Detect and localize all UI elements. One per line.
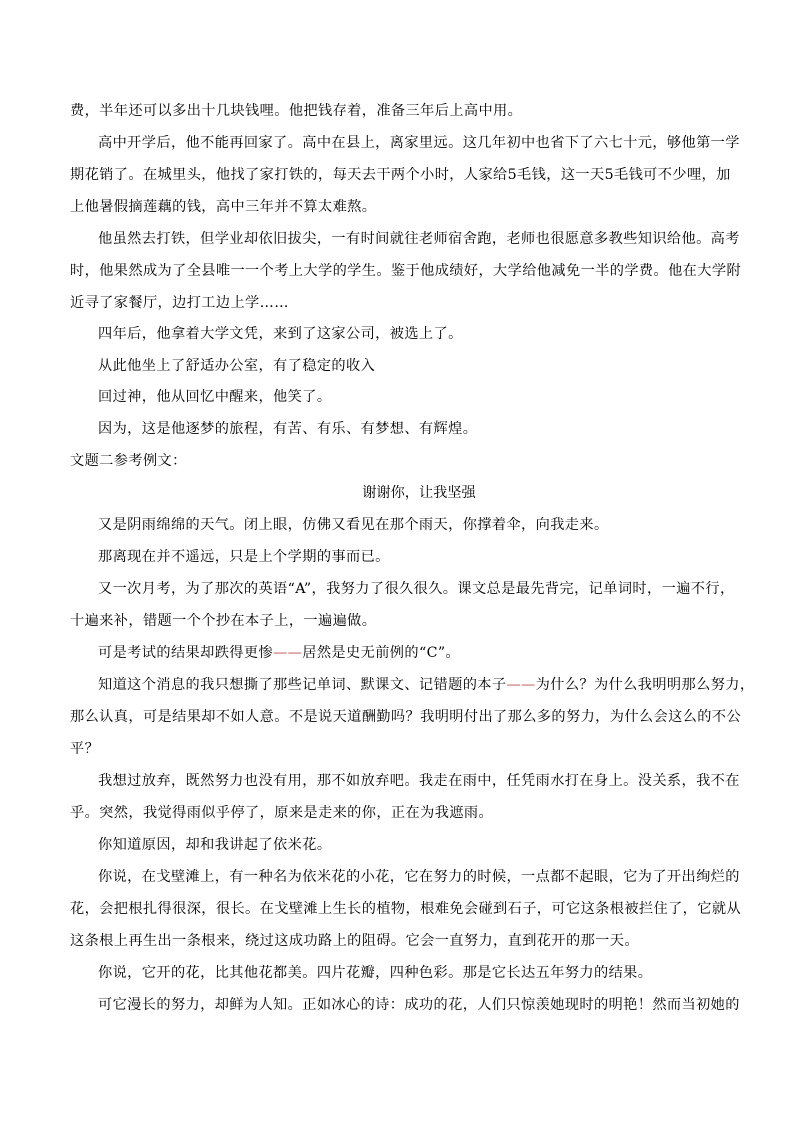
paragraph-line — [98, 675, 755, 695]
paragraph-line: 费，半年还可以多出十几块钱哩。他把钱存着，准备三年后上高中用。 — [70, 103, 523, 119]
paragraph-line: 那离现在并不遥远，只是上个学期的事而已。 — [98, 549, 390, 565]
paragraph-line: 上他暑假摘莲藕的钱，高中三年并不算太难熬。 — [70, 199, 377, 215]
text-segment: 知道这个消息的我只想撕了那些记单词、默课文、记错题的本子 — [98, 677, 507, 693]
paragraph-line: 你说，它开的花，比其他花都美。四片花瓣，四种色彩。那是它长达五年努力的结果。 — [98, 965, 653, 981]
paragraph-line: 从此他坐上了舒适办公室，有了稳定的收入 — [98, 358, 376, 374]
paragraph-line: 又是阴雨绵绵的天气。闭上眼，仿佛又看见在那个雨天，你撑着伞，向我走来。 — [98, 517, 609, 533]
section-heading: 文题二参考例文： — [70, 453, 187, 469]
paragraph-line: 十遍来补，错题一个个抄在本子上，一遍遍做。 — [70, 613, 377, 629]
dash-segment: —— — [273, 645, 303, 661]
paragraph-line: 又一次月考，为了那次的英语“A”，我努力了很久很久。课文总是最先背完，记单词时，一遍不行， — [98, 581, 735, 597]
paragraph-line: 乎。突然，我觉得雨似乎停了，原来是走来的你，正在为我遮雨。 — [70, 805, 494, 821]
paragraph-line — [98, 643, 730, 663]
paragraph-line: 这条根上再生出一条根来，绕过这成功路上的阻碍。它会一直努力，直到花开的那一天。 — [70, 933, 639, 949]
paragraph-line: 近寻了家餐厅，边打工边上学…… — [70, 295, 289, 311]
text-segment: 可是考试的结果却跌得更惨 — [98, 645, 274, 661]
text-segment: 居然是史无前例的“C”。 — [302, 645, 461, 661]
paragraph-line: 你知道原因，却和我讲起了依米花。 — [98, 837, 332, 853]
paragraph-line: 期花销了。在城里头，他找了家打铁的，每天去干两个小时，人家给5毛钱，这一天5毛钱可不少哩，加 — [70, 167, 731, 183]
paragraph-line: 回过神，他从回忆中醒来，他笑了。 — [98, 389, 332, 405]
paragraph-line: 时，他果然成为了全县唯一一个考上大学的学生。鉴于他成绩好，大学给他减免一半的学费。他在大学附 — [70, 263, 742, 279]
paragraph-line: 你说，在戈壁滩上，有一种名为依米花的小花，它在努力的时候，一点都不起眼，它为了开出绚烂的 — [98, 869, 740, 885]
dash-segment: —— — [506, 677, 536, 693]
paragraph-line: 高中开学后，他不能再回家了。高中在县上，离家里远。这几年初中也省下了六七十元，够他第一学 — [98, 135, 740, 151]
paragraph-line: 那么认真，可是结果却不如人意。不是说天道酬勤吗？我明明付出了那么多的努力，为什么会这么的不公 — [70, 709, 742, 725]
paragraph-line: 因为，这是他逐梦的旅程，有苦、有乐、有梦想、有辉煌。 — [98, 421, 478, 437]
essay-title: 谢谢你，让我坚强 — [362, 485, 476, 501]
paragraph-line: 四年后，他拿着大学文凭，来到了这家公司，被选上了。 — [98, 326, 463, 342]
paragraph-line: 平？ — [70, 741, 100, 757]
paragraph-line: 可它漫长的努力，却鲜为人知。正如冰心的诗：成功的花，人们只惊羡她现时的明艳！然而当初她的 — [98, 997, 740, 1013]
paragraph-line: 我想过放弃，既然努力也没有用，那不如放弃吧。我走在雨中，任凭雨水打在身上。没关系，我不在 — [98, 773, 740, 789]
paragraph-line: 花，会把根扎得很深，很长。在戈壁滩上生长的植物，根难免会碰到石子，可它这条根被拦住了，它就从 — [70, 901, 742, 917]
text-segment: 为什么？为什么我明明那么努力， — [535, 677, 755, 693]
paragraph-line: 他虽然去打铁，但学业却依旧拔尖，一有时间就往老师宿舍跑，老师也很愿意多教些知识给他。高考 — [98, 231, 740, 247]
